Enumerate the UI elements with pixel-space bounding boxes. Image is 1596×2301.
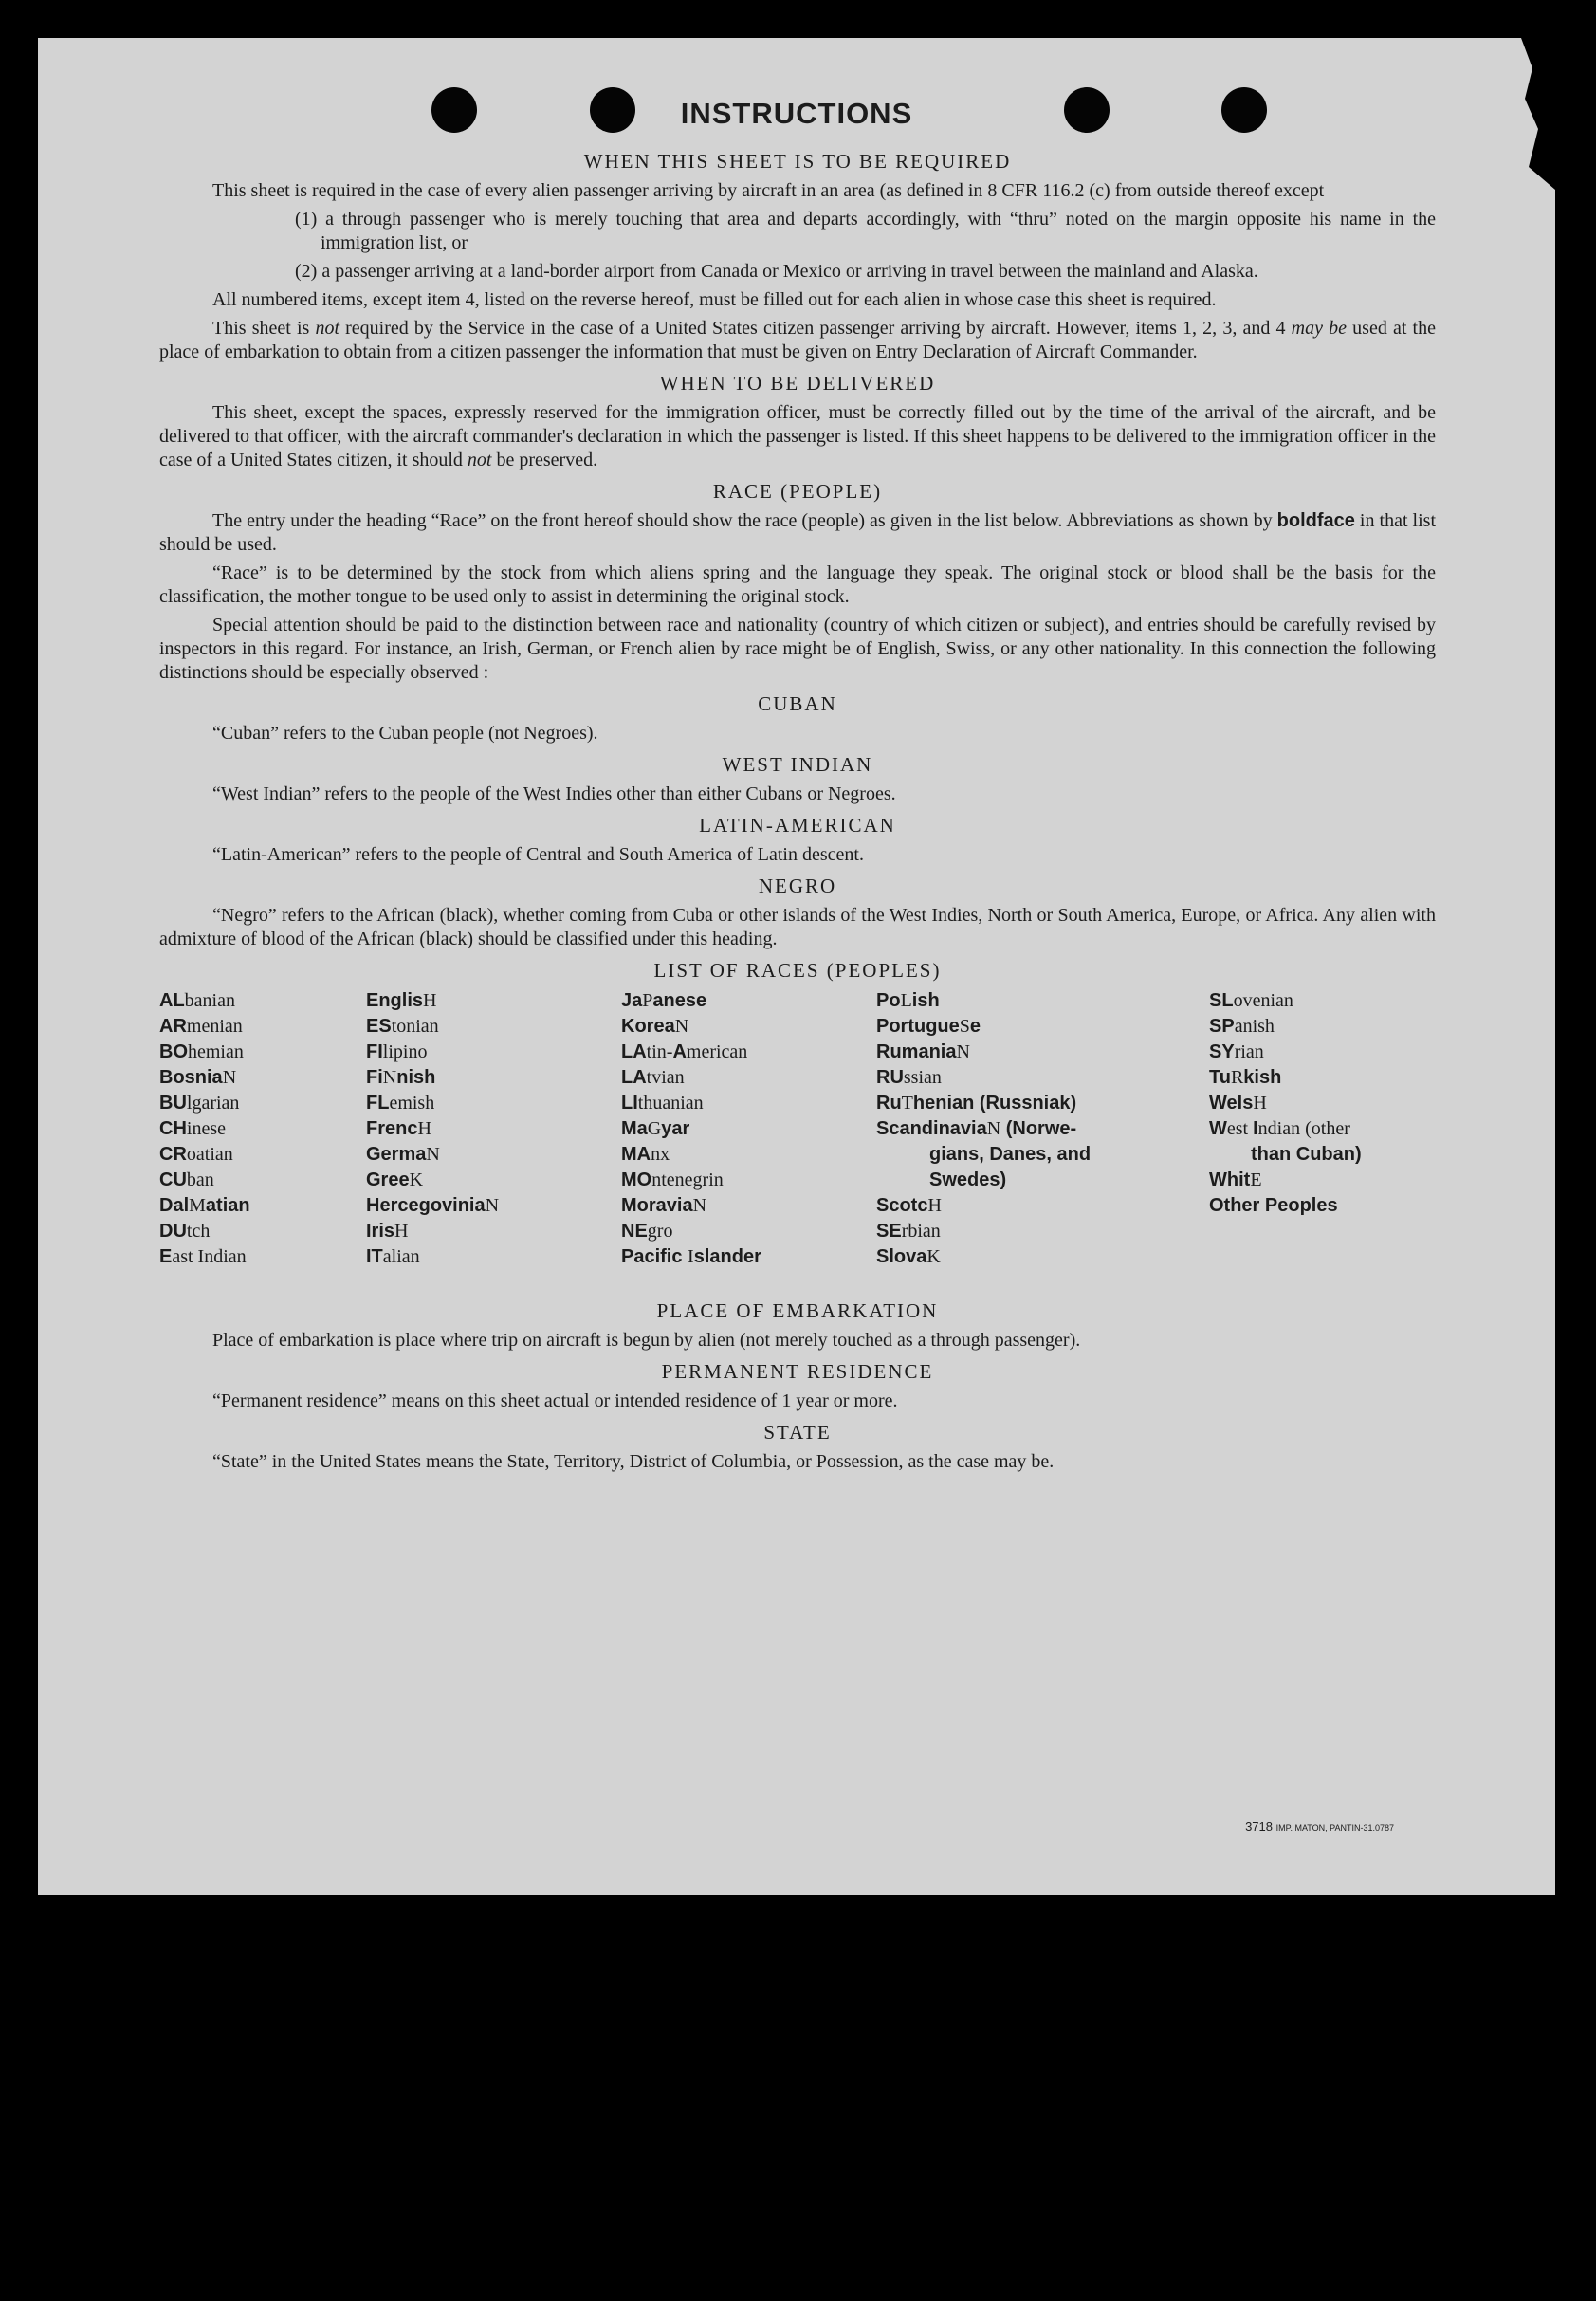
race-entry — [1209, 988, 1436, 1014]
race-entry — [1209, 1065, 1436, 1091]
race-name-rest: thuanian — [637, 1093, 704, 1114]
section-heading-embarkation: PLACE OF EMBARKATION — [656, 1299, 939, 1322]
race-entry — [366, 1219, 603, 1244]
race-list — [159, 988, 1436, 1292]
race-abbreviation: Swedes) — [929, 1169, 1007, 1190]
race-entry — [159, 1219, 349, 1244]
race-entry — [159, 1091, 349, 1116]
race-name-rest: ssian — [903, 1067, 942, 1088]
race-entry — [621, 1193, 868, 1219]
race-entry — [876, 1014, 1161, 1040]
race-abbreviation: AL — [159, 990, 185, 1011]
race-entry — [621, 1142, 868, 1168]
race-entry — [366, 1116, 603, 1142]
paragraph — [159, 401, 1436, 472]
race-abbreviation: Bosnia — [159, 1067, 223, 1088]
race-name-rest: N — [956, 1041, 970, 1062]
section-heading-list: LIST OF RACES (PEOPLES) — [653, 959, 942, 982]
race-entry — [876, 1219, 1161, 1244]
race-name-rest: menian — [186, 1016, 243, 1037]
race-abbreviation: Fi — [366, 1067, 383, 1088]
race-abbreviation: Germa — [366, 1144, 427, 1165]
race-abbreviation: Moravia — [621, 1195, 693, 1216]
paragraph: “Negro” refers to the African (black), whether coming from Cuba or other islands of the West Indies, North or South America, Europe, or Africa. Any alien with admixture of blood of the African (black) should be classified under this heading. — [159, 905, 1436, 949]
race-name-rest: banian — [184, 990, 235, 1011]
race-column-3 — [621, 988, 868, 1270]
race-abbreviation: e — [969, 1016, 981, 1037]
section-heading-delivered: WHEN TO BE DELIVERED — [659, 372, 936, 395]
race-abbreviation: I — [1253, 1118, 1258, 1139]
section-heading-cuban: CUBAN — [758, 692, 837, 715]
race-abbreviation: slander — [693, 1246, 761, 1267]
section-heading-west-indian: WEST INDIAN — [722, 753, 873, 776]
paragraph: “Permanent residence” means on this sheet actual or intended residence of 1 year or more. — [212, 1390, 898, 1411]
emphasis: may be — [1291, 318, 1348, 339]
text: This sheet is — [212, 318, 316, 339]
race-entry — [159, 988, 349, 1014]
race-abbreviation: Other Peoples — [1209, 1195, 1338, 1216]
race-abbreviation: SE — [876, 1221, 902, 1242]
document-page — [38, 38, 1555, 1895]
paragraph: “Cuban” refers to the Cuban people (not Negroes). — [212, 723, 598, 744]
race-abbreviation: Dal — [159, 1195, 190, 1216]
race-entry — [876, 1244, 1161, 1270]
race-name-rest: N — [222, 1067, 237, 1088]
race-abbreviation: SP — [1209, 1016, 1235, 1037]
race-name-rest: rian — [1234, 1041, 1264, 1062]
race-abbreviation: MO — [621, 1169, 652, 1190]
race-name-rest: merican — [686, 1041, 748, 1062]
race-abbreviation: Iris — [366, 1221, 395, 1242]
race-column-5 — [1209, 988, 1436, 1219]
race-abbreviation: Whit — [1209, 1169, 1251, 1190]
text: used at the place of embarkation to obtain from a citizen passenger the information that must be given on Entry Declaration of Aircraft Commander. — [159, 318, 1436, 362]
race-name-rest: tch — [186, 1221, 211, 1242]
race-name-rest: S — [959, 1016, 970, 1037]
race-name-rest: N — [382, 1067, 397, 1088]
text: required by the Service in the case of a United States citizen passenger arriving by aircraft. However, items 1, 2, 3, and 4 — [339, 318, 1292, 339]
race-name-rest: anish — [1234, 1016, 1275, 1037]
race-name-rest: oatian — [186, 1144, 233, 1165]
race-abbreviation: gians, Danes, and — [929, 1144, 1092, 1165]
paragraph: “Race” is to be determined by the stock from which aliens spring and the language they speak. The original stock or blood shall be the basis for the classification, the mother tongue to be used only to assist in determining the original stock. — [159, 562, 1436, 607]
race-entry — [159, 1065, 349, 1091]
race-abbreviation: than Cuban) — [1251, 1144, 1362, 1165]
race-abbreviation: Po — [876, 990, 901, 1011]
race-name-rest: ntenegrin — [651, 1169, 724, 1190]
race-abbreviation: Frenc — [366, 1118, 418, 1139]
paragraph — [159, 317, 1436, 364]
race-name-rest: M — [189, 1195, 206, 1216]
race-abbreviation: RU — [876, 1067, 904, 1088]
race-name-rest: K — [926, 1246, 941, 1267]
race-entry — [621, 1219, 868, 1244]
race-name-rest: ovenian — [1233, 990, 1293, 1011]
race-entry — [876, 1168, 1161, 1193]
race-name-rest: L — [900, 990, 912, 1011]
paragraph: All numbered items, except item 4, listed on the reverse hereof, must be filled out for each alien in whose case this sheet is required. — [212, 289, 1217, 310]
paragraph: “Latin-American” refers to the people of Central and South America of Latin descent. — [212, 844, 864, 865]
race-name-rest: N — [485, 1195, 500, 1216]
race-entry — [1209, 1014, 1436, 1040]
exception-item: (1) a through passenger who is merely touching that area and departs accordingly, with “thru” noted on the margin opposite his name in the immigration list, or — [295, 209, 1436, 253]
race-name-rest: emish — [389, 1093, 435, 1114]
race-name-rest: tin- — [646, 1041, 673, 1062]
race-abbreviation: LA — [621, 1067, 647, 1088]
race-entry — [159, 1040, 349, 1065]
race-name-rest: N — [674, 1016, 689, 1037]
text: be preserved. — [491, 450, 598, 470]
race-entry — [876, 1065, 1161, 1091]
race-name-rest: nx — [651, 1144, 670, 1165]
race-entry — [366, 988, 603, 1014]
race-abbreviation: ish — [911, 990, 940, 1011]
race-abbreviation: NE — [621, 1221, 648, 1242]
race-abbreviation: AR — [159, 1016, 187, 1037]
race-abbreviation: DU — [159, 1221, 187, 1242]
race-column-2 — [366, 988, 603, 1270]
race-abbreviation: SY — [1209, 1041, 1235, 1062]
race-name-rest: K — [409, 1169, 424, 1190]
race-abbreviation: CU — [159, 1169, 187, 1190]
race-abbreviation: IT — [366, 1246, 383, 1267]
race-column-4 — [876, 988, 1161, 1270]
text: This sheet, except the spaces, expressly reserved for the immigration officer, must be correctly filled out by the time of the arrival of the aircraft, and be delivered to that officer, with the aircraft commander's declaration in which the passenger is listed. If this sheet happens to be delivered to the immigration officer in the case of a United States citizen, it should — [159, 402, 1436, 470]
race-abbreviation: FL — [366, 1093, 390, 1114]
section-heading-state: STATE — [763, 1421, 832, 1444]
race-abbreviation: Englis — [366, 990, 424, 1011]
race-abbreviation: yar — [661, 1118, 690, 1139]
paragraph — [159, 509, 1436, 557]
race-entry — [366, 1168, 603, 1193]
race-name-rest: est — [1226, 1118, 1254, 1139]
race-name-rest: R — [1230, 1067, 1244, 1088]
race-entry — [366, 1040, 603, 1065]
race-entry — [366, 1091, 603, 1116]
race-entry — [366, 1014, 603, 1040]
race-entry — [621, 1168, 868, 1193]
race-abbreviation: Korea — [621, 1016, 675, 1037]
race-name-rest: rbian — [901, 1221, 941, 1242]
race-entry — [621, 988, 868, 1014]
race-name-rest: H — [927, 1195, 942, 1216]
race-entry — [876, 1040, 1161, 1065]
page-title: INSTRUCTIONS — [680, 97, 913, 130]
race-entry — [876, 1193, 1161, 1219]
race-abbreviation: atian — [205, 1195, 250, 1216]
instructions-body — [159, 142, 1436, 1479]
race-entry — [366, 1244, 603, 1270]
section-heading-residence: PERMANENT RESIDENCE — [661, 1360, 934, 1383]
race-abbreviation: henian (Russniak) — [912, 1093, 1077, 1114]
race-entry — [876, 1091, 1161, 1116]
race-entry — [159, 1244, 349, 1270]
race-abbreviation: Scotc — [876, 1195, 928, 1216]
race-name-rest: N — [986, 1118, 1001, 1139]
race-abbreviation: CH — [159, 1118, 187, 1139]
race-name-rest: I — [688, 1246, 694, 1267]
form-footer — [1245, 1819, 1394, 1833]
race-entry — [159, 1142, 349, 1168]
race-name-rest: ast Indian — [172, 1246, 247, 1267]
race-entry — [876, 1142, 1161, 1168]
race-abbreviation: Ru — [876, 1093, 902, 1114]
race-entry — [366, 1142, 603, 1168]
race-abbreviation: Wels — [1209, 1093, 1254, 1114]
race-abbreviation: Pacific — [621, 1246, 688, 1267]
race-entry — [621, 1065, 868, 1091]
race-entry — [876, 988, 1161, 1014]
race-entry — [1209, 1091, 1436, 1116]
race-abbreviation: Portugue — [876, 1016, 960, 1037]
race-entry — [621, 1040, 868, 1065]
race-entry — [1209, 1116, 1436, 1142]
text: in that list should be used. — [159, 510, 1437, 555]
printer-mark: IMP. MATON, PANTIN-31.0787 — [1275, 1823, 1394, 1832]
race-entry — [621, 1014, 868, 1040]
race-entry — [1209, 1193, 1436, 1219]
race-name-rest: gro — [647, 1221, 673, 1242]
paragraph: “State” in the United States means the State, Territory, District of Columbia, or Possession, as the case may be. — [212, 1451, 1055, 1472]
race-entry — [876, 1116, 1161, 1142]
race-name-rest: tvian — [646, 1067, 685, 1088]
race-entry — [1209, 1168, 1436, 1193]
race-name-rest: H — [423, 990, 437, 1011]
race-name-rest: T — [901, 1093, 913, 1114]
race-abbreviation: BU — [159, 1093, 187, 1114]
race-abbreviation: Hercegovinia — [366, 1195, 486, 1216]
race-entry — [366, 1065, 603, 1091]
race-column-1 — [159, 988, 349, 1270]
race-abbreviation: Rumania — [876, 1041, 957, 1062]
race-name-rest: tonian — [391, 1016, 439, 1037]
race-name-rest: N — [426, 1144, 440, 1165]
emphasis: not — [315, 318, 339, 339]
race-entry — [159, 1014, 349, 1040]
race-abbreviation: A — [672, 1041, 687, 1062]
race-name-rest: E — [1250, 1169, 1262, 1190]
paragraph: Special attention should be paid to the distinction between race and nationality (country of which citizen or subject), and entries should be carefully revised by inspectors in this regard. For instance, an Irish, German, or French alien by race might be of English, Swiss, or any other nationality. In this connection the following distinctions should be especially observed : — [159, 615, 1436, 683]
section-heading-race: RACE (PEOPLE) — [712, 480, 883, 503]
race-abbreviation: FI — [366, 1041, 383, 1062]
race-abbreviation: LI — [621, 1093, 638, 1114]
race-abbreviation: Scandinavia — [876, 1118, 987, 1139]
race-entry — [621, 1244, 868, 1270]
exception-item: (2) a passenger arriving at a land-border airport from Canada or Mexico or arriving in travel between the mainland and Alaska. — [295, 261, 1258, 282]
race-abbreviation: anese — [652, 990, 707, 1011]
race-name-rest: H — [394, 1221, 409, 1242]
race-name-rest: alian — [382, 1246, 420, 1267]
race-name-rest: P — [642, 990, 653, 1011]
section-heading-latin-american: LATIN-AMERICAN — [699, 814, 896, 837]
form-number: 3718 — [1245, 1819, 1273, 1833]
race-abbreviation: ES — [366, 1016, 392, 1037]
race-abbreviation: Gree — [366, 1169, 410, 1190]
race-abbreviation: E — [159, 1246, 173, 1267]
race-name-rest: lgarian — [186, 1093, 240, 1114]
race-abbreviation: BO — [159, 1041, 188, 1062]
race-entry — [621, 1091, 868, 1116]
race-entry — [1209, 1142, 1436, 1168]
section-heading-required: WHEN THIS SHEET IS TO BE REQUIRED — [583, 150, 1012, 173]
race-entry — [366, 1193, 603, 1219]
race-abbreviation: nish — [396, 1067, 436, 1088]
race-name-rest: ban — [186, 1169, 214, 1190]
race-abbreviation: kish — [1243, 1067, 1282, 1088]
race-abbreviation: Tu — [1209, 1067, 1231, 1088]
emphasis: not — [467, 450, 492, 470]
race-name-rest: H — [1253, 1093, 1267, 1114]
bold-text: boldface — [1276, 510, 1355, 531]
section-heading-negro: NEGRO — [758, 874, 837, 897]
race-abbreviation: Slova — [876, 1246, 927, 1267]
race-abbreviation: LA — [621, 1041, 647, 1062]
race-name-rest: hemian — [188, 1041, 244, 1062]
race-entry — [159, 1193, 349, 1219]
race-abbreviation: MA — [621, 1144, 651, 1165]
race-name-rest: N — [692, 1195, 707, 1216]
race-abbreviation: SL — [1209, 990, 1234, 1011]
text: The entry under the heading “Race” on the front hereof should show the race (people) as given in the list below. Abbreviations as shown by — [212, 510, 1277, 531]
race-entry — [159, 1168, 349, 1193]
paragraph: Place of embarkation is place where trip on aircraft is begun by alien (not merely touched as a through passenger). — [212, 1330, 1081, 1351]
race-name-rest: lipino — [382, 1041, 428, 1062]
race-name-rest: G — [647, 1118, 662, 1139]
race-abbreviation: CR — [159, 1144, 187, 1165]
race-abbreviation: Ja — [621, 990, 643, 1011]
race-entry — [1209, 1040, 1436, 1065]
race-name-rest: ndian (other — [1257, 1118, 1350, 1139]
race-entry — [159, 1116, 349, 1142]
race-abbreviation: W — [1209, 1118, 1227, 1139]
paragraph: “West Indian” refers to the people of the West Indies other than either Cubans or Negroes. — [212, 783, 896, 804]
paragraph: This sheet is required in the case of every alien passenger arriving by aircraft in an area (as defined in 8 CFR 116.2 (c) from outside thereof except — [212, 180, 1325, 201]
race-abbreviation: (Norwe- — [1000, 1118, 1077, 1139]
race-name-rest: inese — [186, 1118, 226, 1139]
race-entry — [621, 1116, 868, 1142]
race-name-rest: H — [417, 1118, 431, 1139]
race-abbreviation: Ma — [621, 1118, 648, 1139]
